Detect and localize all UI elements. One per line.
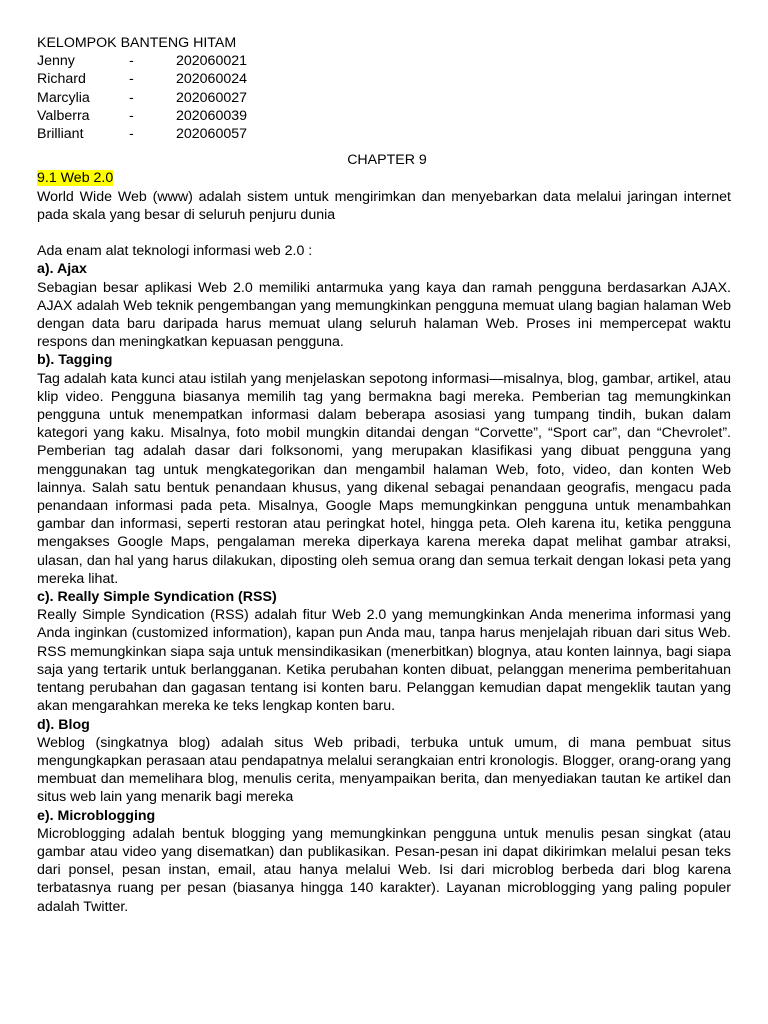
item-text-ajax: Sebagian besar aplikasi Web 2.0 memiliki antarmuka yang kaya dan ramah pengguna berdasarkan AJAX. AJAX adalah Web teknik pengembangan yang memungkinkan pengguna memuat ulang bagian halaman Web dengan data baru daripada harus memuat ulang seluruh halaman Web. Proses ini mempercepat waktu respons dan meningkatkan kepuasan pengguna. (37, 279, 731, 351)
member-id: 202060039 (176, 107, 248, 124)
item-heading-blog: d). Blog (37, 716, 90, 733)
member-id: 202060057 (176, 126, 248, 143)
item-text-rss: Really Simple Syndication (RSS) adalah fitur Web 2.0 yang memungkinkan Anda menerima informasi yang Anda inginkan (customized information), kapan pun Anda mau, tanpa harus menjelajah ribuan dari situs Web. RSS memungkinkan siapa saja untuk mensindikasikan (menerbitkan) blognya, atau konten lainnya, bagi siapa saja yang tertarik untuk berlangganan. Ketika perubahan konten dibuat, pelanggan menerima pemberitahuan tentang perubahan dan gagasan tentang isi konten baru. Pelanggan kemudian dapat mengeklik tautan yang akan mengarahkan mereka ke teks lengkap konten baru. (37, 607, 731, 715)
member-separator: - (129, 89, 134, 106)
member-row (37, 89, 731, 107)
item-text-tagging: Tag adalah kata kunci atau istilah yang menjelaskan sepotong informasi—misalnya, blog, gambar, artikel, atau klip video. Pengguna biasanya memilih tag yang bermakna bagi mereka. Pemberian tag memungkinkan pengguna untuk menempatkan informasi dalam beberapa asosiasi yang tumpang tindih, bukan dalam kategori yang kaku. Misalnya, foto mobil mungkin ditandai dengan “Corvette”, “Sport car”, dan “Chevrolet”. Pemberian tag adalah dasar dari folksonomi, yang merupakan klasifikasi yang dibuat pengguna yang menggunakan tag untuk mengkategorikan dan mengambil halaman Web, foto, video, dan konten Web lainnya. Salah satu bentuk penandaan khusus, yang dikenal sebagai penandaan geografis, mengacu pada penandaan informasi pada peta. Misalnya, Google Maps memungkinkan pengguna untuk menambahkan gambar dan informasi, seperti restoran atau peringkat hotel, hingga peta. Oleh karena itu, ketika pengguna mengakses Google Maps, pengalaman mereka diperkaya karena mereka dapat melihat gambar atraksi, ulasan, dan hal yang harus dilakukan, diposting oleh semua orang dan semua terkait dengan lokasi peta yang mereka lihat. (37, 370, 731, 587)
chapter-heading: CHAPTER 9 (347, 152, 427, 169)
member-name: Brilliant (37, 126, 84, 143)
section-title: 9.1 Web 2.0 (37, 170, 114, 187)
member-row (37, 52, 731, 70)
member-separator: - (129, 107, 134, 124)
member-name: Marcylia (37, 89, 90, 106)
member-list (37, 52, 731, 143)
spacer (37, 224, 731, 242)
member-separator: - (129, 126, 134, 143)
member-name: Richard (37, 71, 86, 88)
member-id: 202060024 (176, 71, 248, 88)
tools-intro: Ada enam alat teknologi informasi web 2.0 : (37, 243, 313, 260)
member-name: Jenny (37, 53, 75, 70)
intro-paragraph: World Wide Web (www) adalah sistem untuk mengirimkan dan menyebarkan data melalui jaringan internet pada skala yang besar di seluruh penjuru dunia (37, 188, 731, 223)
item-heading-tagging: b). Tagging (37, 352, 113, 369)
item-heading-rss: c). Really Simple Syndication (RSS) (37, 589, 277, 606)
document-page (37, 34, 731, 916)
member-row (37, 107, 731, 125)
item-text-microblogging: Microblogging adalah bentuk blogging yang memungkinkan pengguna untuk menulis pesan singkat (atau gambar atau video yang disematkan) dan publikasikan. Pesan-pesan ini dapat dikirimkan melalui pesan teks dari ponsel, pesan instan, email, atau hanya melalui Web. Isi dari microblog berbeda dari blog karena terbatasnya ruang per pesan (biasanya hingga 140 karakter). Layanan microblogging yang paling populer adalah Twitter. (37, 825, 731, 915)
member-name: Valberra (37, 107, 90, 124)
group-title: KELOMPOK BANTENG HITAM (37, 35, 237, 51)
member-id: 202060021 (176, 53, 248, 70)
member-row (37, 70, 731, 88)
item-heading-microblogging: e). Microblogging (37, 807, 156, 824)
member-id: 202060027 (176, 89, 248, 106)
member-separator: - (129, 71, 134, 88)
member-row (37, 125, 731, 143)
item-heading-ajax: a). Ajax (37, 261, 87, 278)
item-text-blog: Weblog (singkatnya blog) adalah situs Web pribadi, terbuka untuk umum, di mana pembuat situs mengungkapkan perasaan atau pendapatnya melalui serangkaian entri kronologis. Blogger, orang-orang yang membuat dan memelihara blog, menulis cerita, menyampaikan berita, dan menyediakan tautan ke artikel dan situs web lain yang menarik bagi mereka (37, 734, 731, 806)
member-separator: - (129, 53, 134, 70)
